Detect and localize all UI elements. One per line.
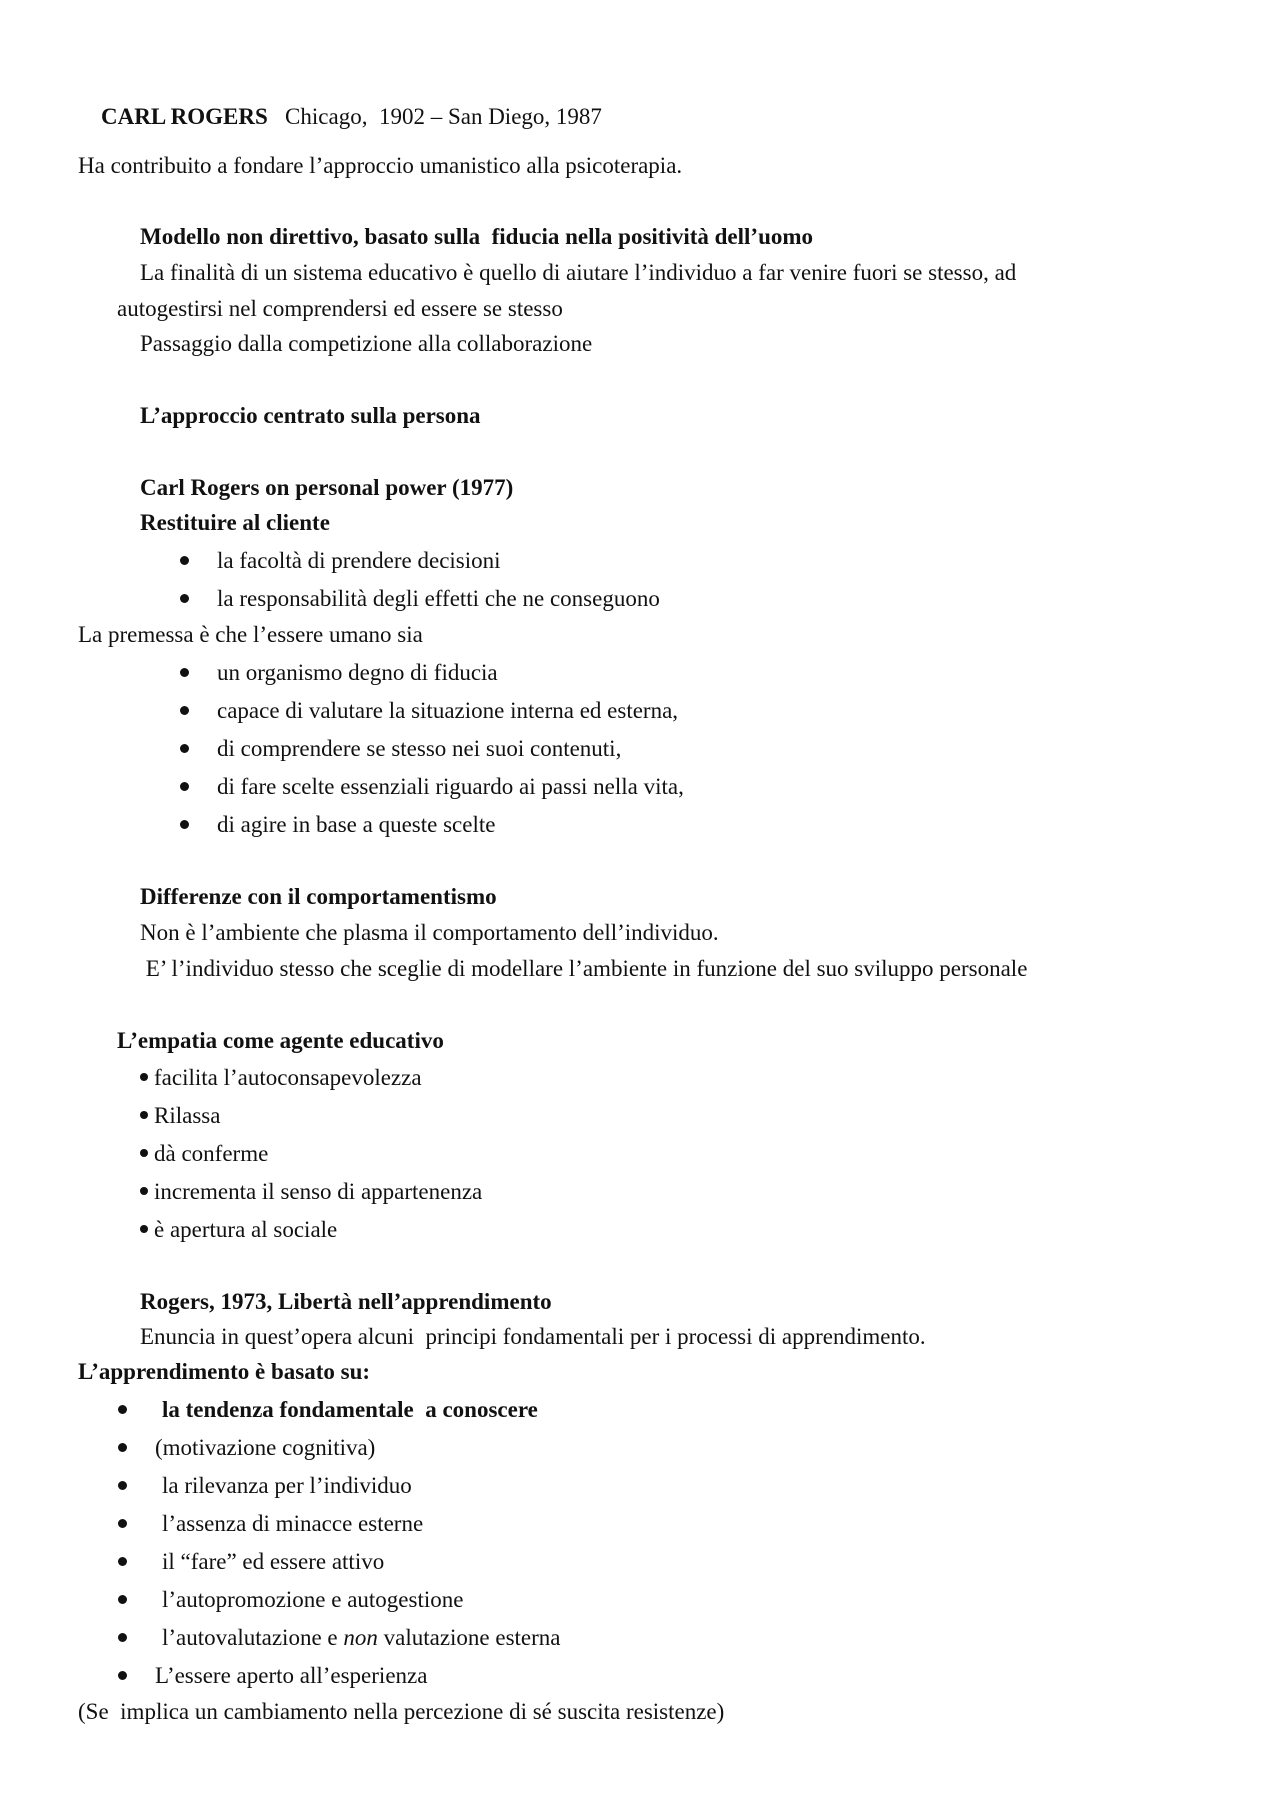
bullet-icon (140, 1111, 148, 1119)
bullet-icon (118, 1633, 127, 1642)
list-item: dà conferme (154, 1141, 269, 1166)
list-item: un organismo degno di fiducia (217, 660, 498, 685)
section3-subheading: Restituire al cliente (140, 510, 330, 535)
section6-heading: Rogers, 1973, Libertà nell’apprendimento (140, 1289, 552, 1314)
closing-note: (Se implica un cambiamento nella percezione di sé suscita resistenze) (78, 1699, 725, 1724)
item-text-emphasis: non (343, 1625, 378, 1650)
bullet-icon (180, 668, 189, 677)
bullet-icon (118, 1519, 127, 1528)
list-item: capace di valutare la situazione interna ed esterna, (217, 698, 679, 723)
section4-heading: Differenze con il comportamentismo (140, 884, 497, 909)
list-item: la responsabilità degli effetti che ne conseguono (217, 586, 660, 611)
list-item: Rilassa (154, 1103, 221, 1128)
section4-line2: E’ l’individuo stesso che sceglie di modellare l’ambiente in funzione del suo sviluppo personale (140, 956, 1028, 981)
section5-heading: L’empatia come agente educativo (117, 1028, 444, 1053)
bullet-icon (118, 1671, 127, 1680)
bullet-icon (180, 782, 189, 791)
item-text-start: l’autovalutazione e (162, 1625, 344, 1650)
bullet-icon (118, 1405, 127, 1414)
list-item (162, 1626, 561, 1649)
section1-line3: Passaggio dalla competizione alla collaborazione (140, 331, 593, 356)
bullet-icon (180, 706, 189, 715)
section1-line2: autogestirsi nel comprendersi ed essere se stesso (117, 296, 563, 321)
intro-text: Ha contribuito a fondare l’approccio umanistico alla psicoterapia. (78, 153, 683, 178)
list-item: L’essere aperto all’esperienza (155, 1663, 428, 1688)
section4-line1: Non è l’ambiente che plasma il comportamento dell’individuo. (140, 920, 719, 945)
list-item: la facoltà di prendere decisioni (217, 548, 501, 573)
bullet-icon (118, 1481, 127, 1490)
bullet-icon (118, 1595, 127, 1604)
section2-heading: L’approccio centrato sulla persona (140, 403, 481, 428)
list-item: di comprendere se stesso nei suoi contenuti, (217, 736, 622, 761)
list-item: è apertura al sociale (154, 1217, 338, 1242)
author-name: CARL ROGERS (101, 104, 268, 129)
item-text-end: valutazione esterna (377, 1625, 561, 1650)
list-item: facilita l’autoconsapevolezza (154, 1065, 422, 1090)
premise-text: La premessa è che l’essere umano sia (78, 622, 423, 647)
list-item: il “fare” ed essere attivo (162, 1549, 385, 1574)
learning-heading: L’apprendimento è basato su: (78, 1359, 371, 1384)
bullet-icon (118, 1443, 127, 1452)
title-line (78, 82, 602, 151)
bullet-icon (140, 1225, 148, 1233)
list-item: la rilevanza per l’individuo (162, 1473, 412, 1498)
section3-heading: Carl Rogers on personal power (1977) (140, 475, 514, 500)
bullet-icon (118, 1557, 127, 1566)
section6-line1: Enuncia in quest’opera alcuni principi fondamentali per i processi di apprendimento. (140, 1324, 926, 1349)
list-item: (motivazione cognitiva) (155, 1435, 376, 1460)
bullet-icon (140, 1187, 148, 1195)
section1-line1: La finalità di un sistema educativo è quello di aiutare l’individuo a far venire fuori se stesso, ad (140, 260, 1017, 285)
list-item: la tendenza fondamentale a conoscere (162, 1397, 538, 1422)
author-dates: Chicago, 1902 – San Diego, 1987 (285, 104, 602, 129)
bullet-icon (140, 1149, 148, 1157)
list-item: l’assenza di minacce esterne (162, 1511, 424, 1536)
list-item: di fare scelte essenziali riguardo ai passi nella vita, (217, 774, 684, 799)
list-item: l’autopromozione e autogestione (162, 1587, 464, 1612)
bullet-icon (140, 1073, 148, 1081)
bullet-icon (180, 744, 189, 753)
section1-heading: Modello non direttivo, basato sulla fiducia nella positività dell’uomo (140, 224, 814, 249)
list-item: di agire in base a queste scelte (217, 812, 496, 837)
bullet-icon (180, 556, 189, 565)
list-item: incrementa il senso di appartenenza (154, 1179, 483, 1204)
bullet-icon (180, 820, 189, 829)
bullet-icon (180, 594, 189, 603)
